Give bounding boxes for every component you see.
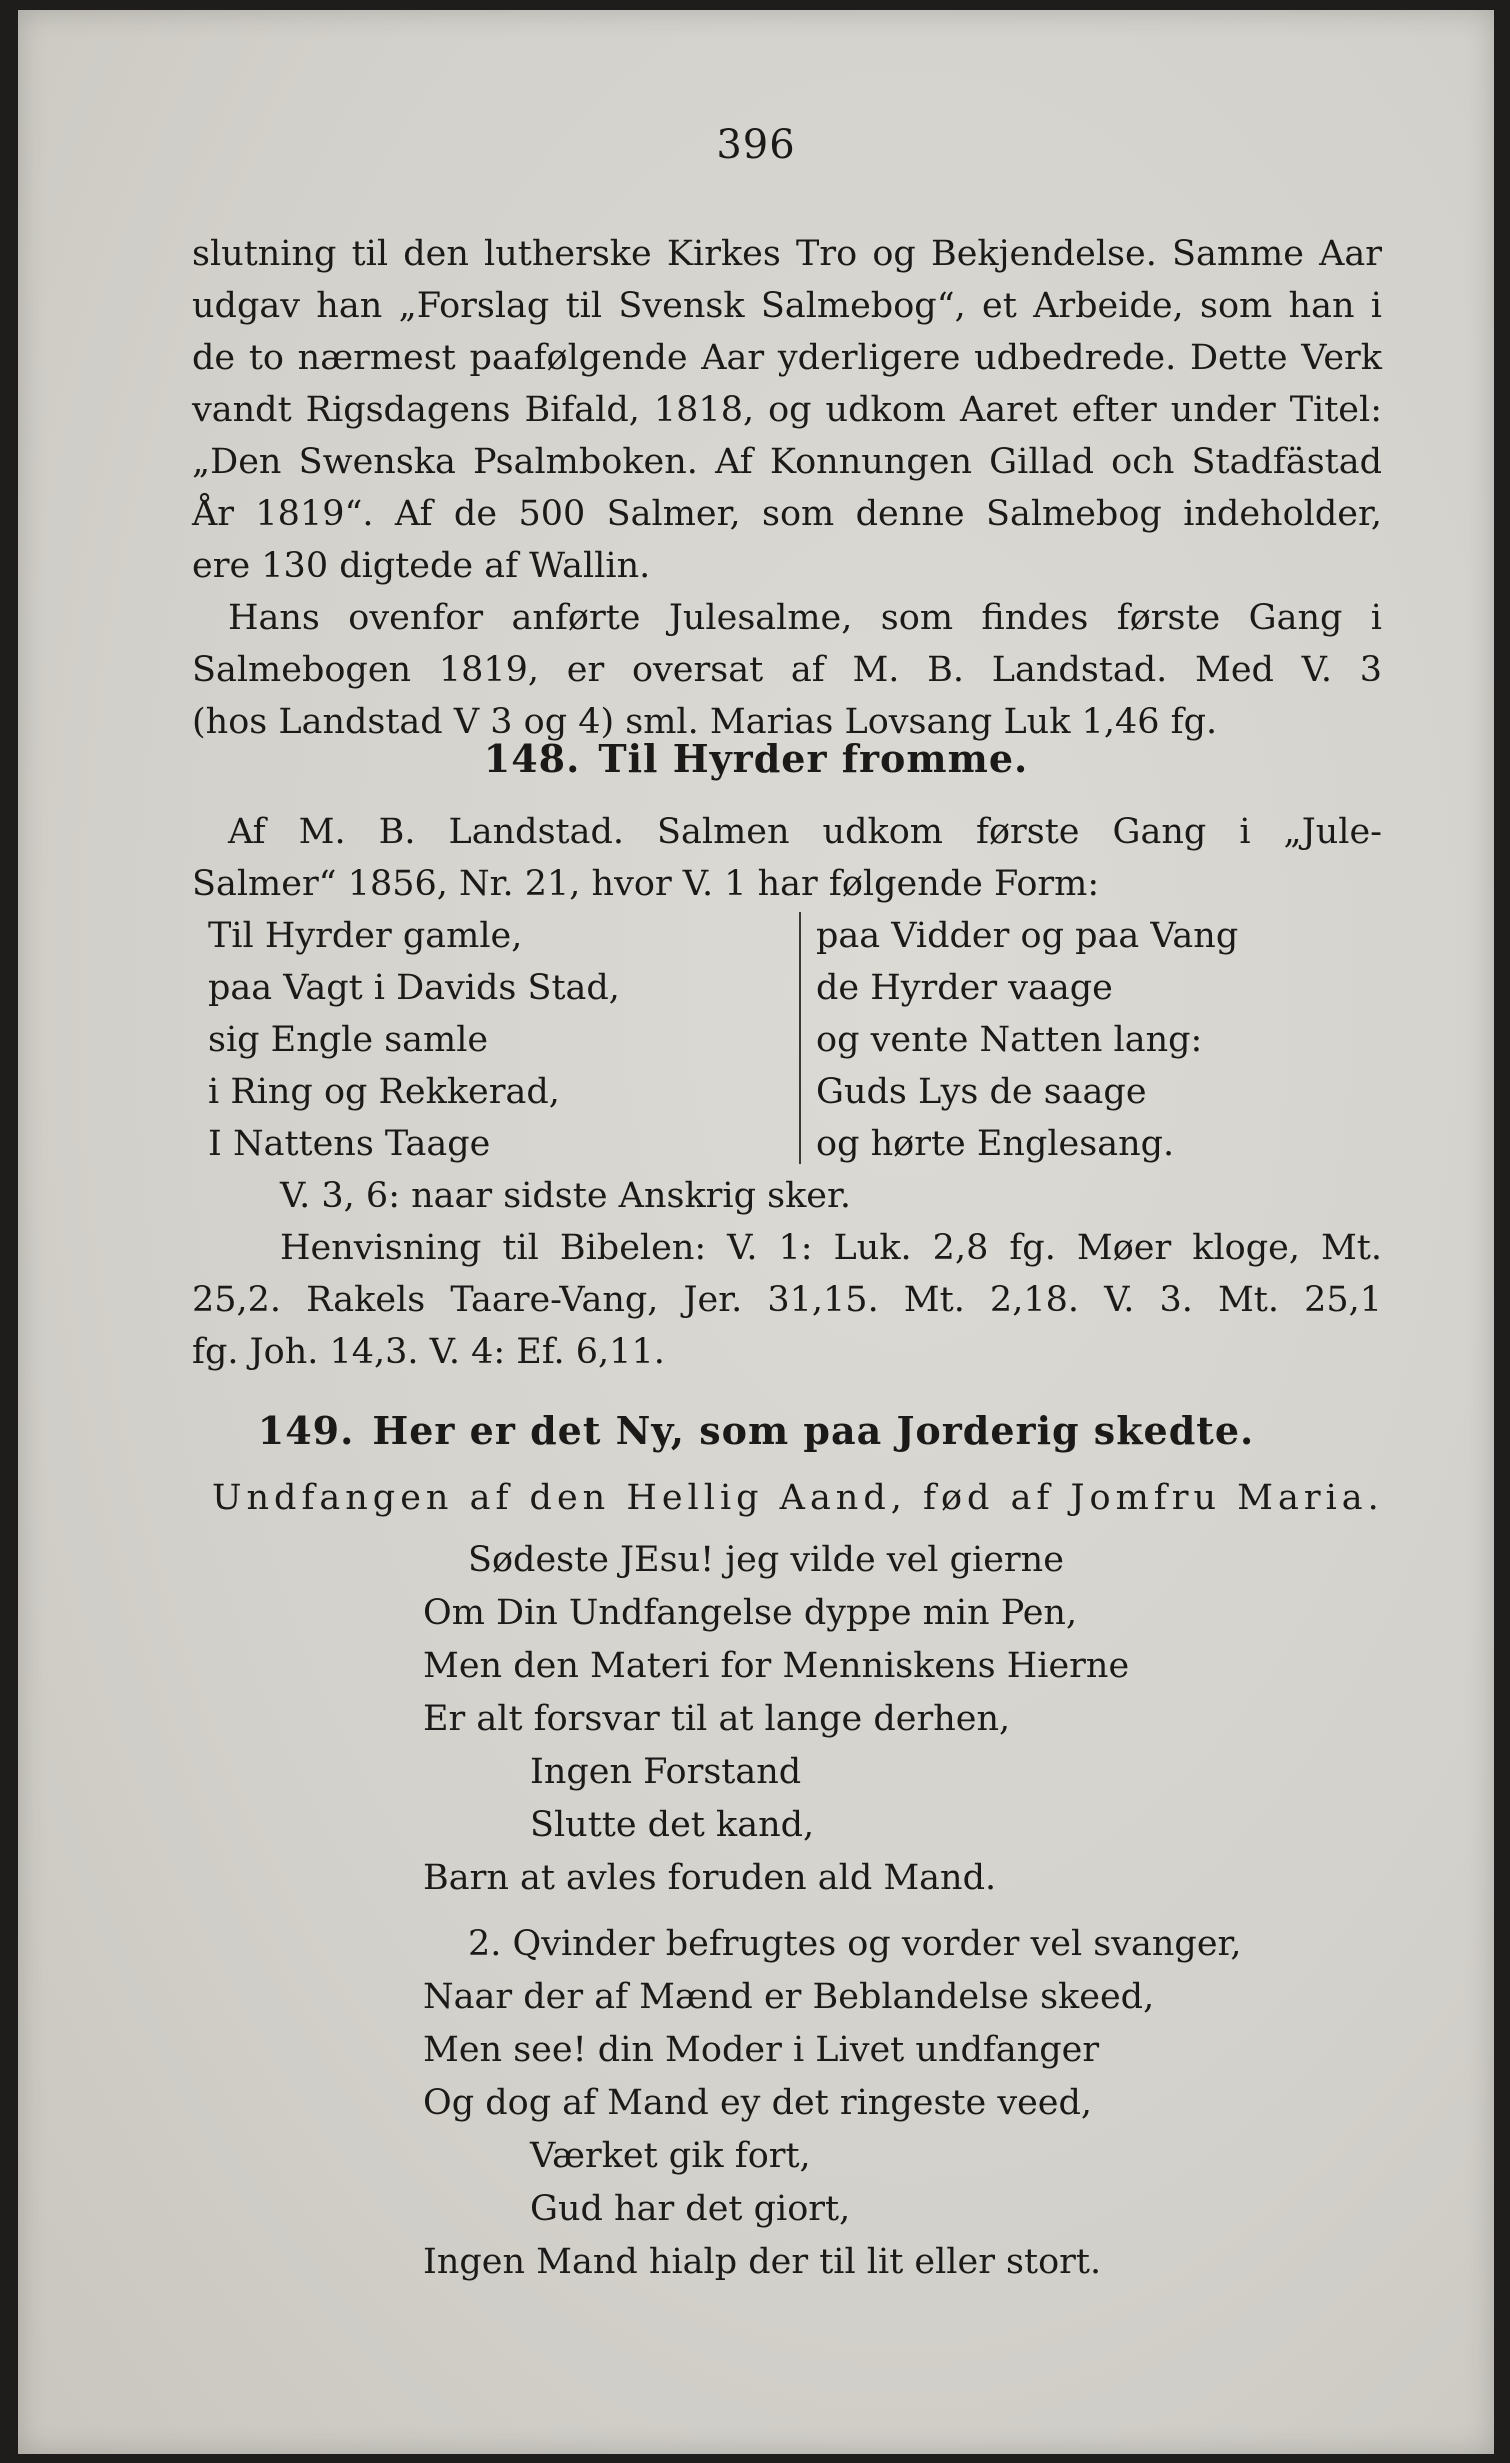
verse-line: Og dog af Mand ey det ringeste veed, xyxy=(423,2083,1093,2123)
verse-line: og vente Natten lang: xyxy=(816,1020,1203,1060)
verse-line: Om Din Undfangelse dyppe min Pen, xyxy=(423,1593,1078,1633)
book-page xyxy=(18,10,1494,2454)
verse-line: paa Vagt i Davids Stad, xyxy=(208,968,620,1008)
text-line: ere 130 digtede af Wallin. xyxy=(192,546,651,586)
verse-line: Men den Materi for Menniskens Hierne xyxy=(423,1646,1130,1686)
hymn-148-number: 148. xyxy=(483,736,581,781)
text-line: udgav han „Forslag til Svensk Salmebog“, et Arbeide, som han i xyxy=(192,286,1382,326)
verse-line: og hørte Englesang. xyxy=(816,1124,1175,1164)
hymn-148-heading xyxy=(18,736,1494,781)
text-line: Henvisning til Bibelen: V. 1: Luk. 2,8 fg. Møer kloge, Mt. xyxy=(280,1228,1382,1268)
text-line: Salmebogen 1819, er oversat af M. B. Landstad. Med V. 3 xyxy=(192,650,1382,690)
verse-line: Men see! din Moder i Livet undfanger xyxy=(423,2030,1100,2070)
verse-line: sig Engle samle xyxy=(208,1020,489,1060)
verse-line: Barn at avles foruden ald Mand. xyxy=(423,1858,997,1898)
text-line: 25,2. Rakels Taare-Vang, Jer. 31,15. Mt. 2,18. V. 3. Mt. 25,1 xyxy=(192,1280,1382,1320)
verse-line: Naar der af Mænd er Beblandelse skeed, xyxy=(423,1977,1155,2017)
text-line: fg. Joh. 14,3. V. 4: Ef. 6,11. xyxy=(192,1332,665,1372)
verse-line: 2. Qvinder befrugtes og vorder vel svanger, xyxy=(468,1924,1242,1964)
verse-line: Ingen Forstand xyxy=(530,1752,802,1792)
verse-line: i Ring og Rekkerad, xyxy=(208,1072,560,1112)
verse-line: Er alt forsvar til at lange derhen, xyxy=(423,1699,1011,1739)
verse-line: Guds Lys de saage xyxy=(816,1072,1147,1112)
text-line: slutning til den lutherske Kirkes Tro og Bekjendelse. Samme Aar xyxy=(192,234,1382,274)
text-line: Hans ovenfor anførte Julesalme, som findes første Gang i xyxy=(228,598,1382,638)
verse-line: Værket gik fort, xyxy=(530,2136,811,2176)
text-line: Salmer“ 1856, Nr. 21, hvor V. 1 har følgende Form: xyxy=(192,864,1100,904)
verse-line: Sødeste JEsu! jeg vilde vel gierne xyxy=(468,1540,1064,1580)
verse-line: paa Vidder og paa Vang xyxy=(816,916,1239,956)
text-line: År 1819“. Af de 500 Salmer, som denne Salmebog indeholder, xyxy=(192,494,1382,534)
verse-line: I Nattens Taage xyxy=(208,1124,491,1164)
hymn-149-heading xyxy=(18,1408,1494,1453)
text-line: V. 3, 6: naar sidste Anskrig sker. xyxy=(280,1176,852,1216)
verse-line: Slutte det kand, xyxy=(530,1805,815,1845)
text-line: Af M. B. Landstad. Salmen udkom første Gang i „Jule- xyxy=(228,812,1382,852)
column-divider xyxy=(799,912,801,1164)
verse-line: Gud har det giort, xyxy=(530,2189,851,2229)
text-line: (hos Landstad V 3 og 4) sml. Marias Lovsang Luk 1,46 fg. xyxy=(192,702,1218,742)
verse-line: Ingen Mand hialp der til lit eller stort. xyxy=(423,2242,1102,2282)
text-line: vandt Rigsdagens Bifald, 1818, og udkom Aaret efter under Titel: xyxy=(192,390,1382,430)
hymn-148-title: Til Hyrder fromme. xyxy=(598,736,1029,781)
hymn-149-subtitle: Undfangen af den Hellig Aand, fød af Jomfru Maria. xyxy=(212,1478,1384,1518)
verse-line: Til Hyrder gamle, xyxy=(208,916,523,956)
page-number: 396 xyxy=(716,122,796,168)
verse-line: de Hyrder vaage xyxy=(816,968,1113,1008)
hymn-149-number: 149. xyxy=(257,1408,355,1453)
text-line: de to nærmest paafølgende Aar yderligere udbedrede. Dette Verk xyxy=(192,338,1382,378)
hymn-149-title: Her er det Ny, som paa Jorderig skedte. xyxy=(372,1408,1255,1453)
text-line: „Den Swenska Psalmboken. Af Konnungen Gillad och Stadfästad xyxy=(192,442,1382,482)
